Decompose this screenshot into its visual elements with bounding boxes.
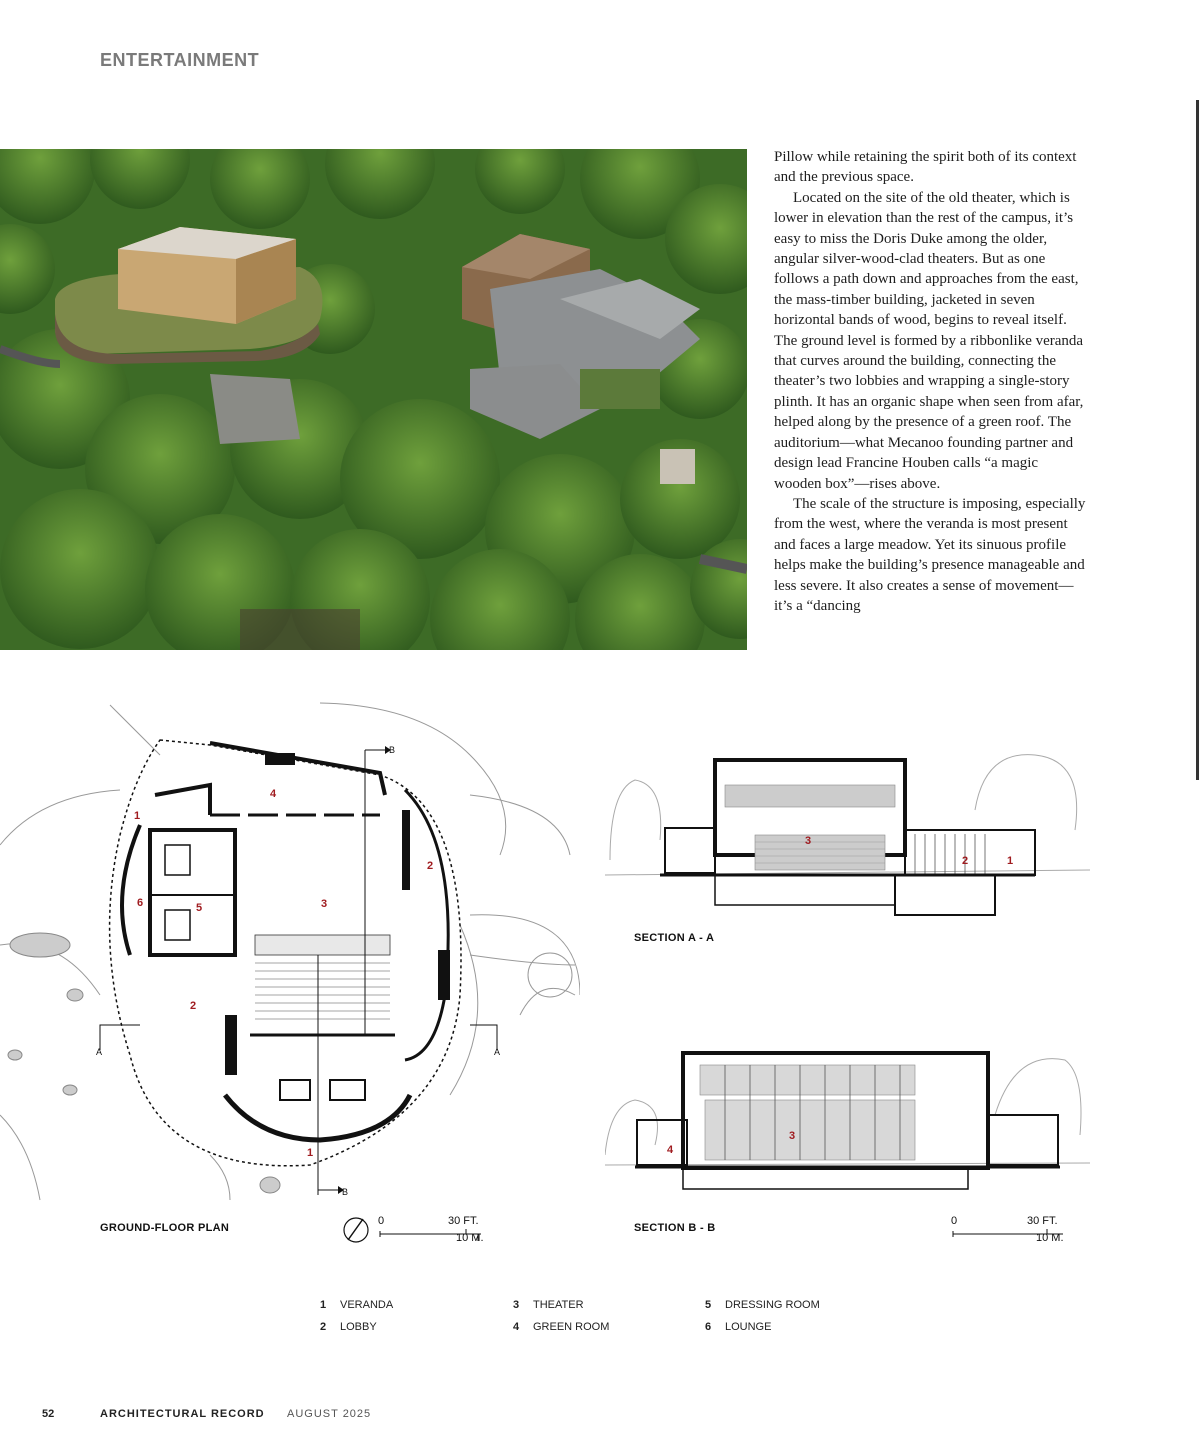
legend-item xyxy=(320,1316,393,1338)
scale-feet: 30 FT. xyxy=(448,1215,479,1227)
section-aa-room-number: 2 xyxy=(962,855,969,867)
legend-label: GREEN ROOM xyxy=(533,1321,610,1333)
scale-zero: 0 xyxy=(378,1215,385,1227)
cut-marker-a: A xyxy=(96,1047,103,1057)
legend-number: 6 xyxy=(705,1321,712,1333)
plan-room-number: 2 xyxy=(190,1000,197,1012)
legend-label: THEATER xyxy=(533,1299,584,1311)
legend-item xyxy=(705,1294,820,1316)
north-arrow-icon xyxy=(342,1216,370,1244)
legend-number: 2 xyxy=(320,1321,327,1333)
legend-item xyxy=(320,1294,393,1316)
article-body xyxy=(774,147,1086,616)
legend-column xyxy=(513,1294,609,1338)
cut-marker-b: B xyxy=(342,1187,349,1197)
legend-number: 4 xyxy=(513,1321,520,1333)
legend-item xyxy=(513,1316,609,1338)
cut-marker-a: A xyxy=(494,1047,501,1057)
section-aa-drawing xyxy=(605,750,1090,920)
legend-label: LOBBY xyxy=(340,1321,377,1333)
plan-room-number: 3 xyxy=(321,898,328,910)
legend-column xyxy=(320,1294,393,1338)
paragraph: The scale of the structure is imposing, especially from the west, where the veranda is most present and faces a large meadow. Yet its sinuous profile helps make the building’s presence manageable and less severe. It also creates a sense of movement—it’s a “dancing xyxy=(774,495,1086,614)
plan-room-number: 5 xyxy=(196,902,203,914)
section-aa-room-number: 3 xyxy=(805,835,812,847)
cut-marker-b: B xyxy=(389,745,396,755)
legend-item xyxy=(513,1294,609,1316)
scale-feet: 30 FT. xyxy=(1027,1215,1058,1227)
plan-room-number: 6 xyxy=(137,897,144,909)
page-number: 52 xyxy=(42,1408,55,1420)
plan-caption: GROUND-FLOOR PLAN xyxy=(100,1222,230,1234)
page-edge-rule xyxy=(1196,100,1199,780)
legend-label: DRESSING ROOM xyxy=(725,1299,820,1311)
section-aa-caption: SECTION A - A xyxy=(634,932,715,944)
plan-room-number: 4 xyxy=(270,788,277,800)
legend-column xyxy=(705,1294,820,1338)
legend-label: LOUNGE xyxy=(725,1321,772,1333)
legend-label: VERANDA xyxy=(340,1299,394,1311)
scale-meters: 10 M. xyxy=(456,1232,484,1244)
legend-number: 5 xyxy=(705,1299,712,1311)
issue-date: AUGUST 2025 xyxy=(287,1408,372,1420)
plan-room-number: 1 xyxy=(307,1147,314,1159)
legend-number: 3 xyxy=(513,1299,520,1311)
section-aa-room-number: 1 xyxy=(1007,855,1014,867)
legend-item xyxy=(705,1316,820,1338)
section-label: ENTERTAINMENT xyxy=(100,50,260,70)
scale-meters: 10 M. xyxy=(1036,1232,1064,1244)
legend-number: 1 xyxy=(320,1299,327,1311)
section-bb-room-number: 3 xyxy=(789,1130,796,1142)
aerial-photo xyxy=(0,149,747,650)
section-bb-room-number: 4 xyxy=(667,1144,674,1156)
plan-room-number: 2 xyxy=(427,860,434,872)
paragraph: Located on the site of the old theater, which is lower in elevation than the rest of the campus, it’s easy to miss the Doris Duke among the older, angular silver-wood-clad theaters. But as one follows a path down and approaches from the east, the mass-timber building, jacketed in seven horizontal bands of wood, begins to reveal itself. The ground level is formed by a ribbonlike veranda that curves around the building, connecting the theater’s two lobbies and wrapping a single-story plinth. It has an organic shape when seen from afar, helped along by the presence of a green roof. The auditorium—what Mecanoo founding partner and design lead Francine Houben calls “a magic wooden box”—rises above. xyxy=(774,189,1084,492)
section-bb-caption: SECTION B - B xyxy=(634,1222,716,1234)
paragraph: Pillow while retaining the spirit both of its context and the previous space. xyxy=(774,149,1077,186)
scale-zero: 0 xyxy=(951,1215,958,1227)
publication-name: ARCHITECTURAL RECORD xyxy=(100,1408,265,1420)
plan-room-number: 1 xyxy=(134,810,141,822)
section-bb-drawing xyxy=(605,1045,1090,1195)
ground-floor-plan-drawing xyxy=(0,695,580,1205)
